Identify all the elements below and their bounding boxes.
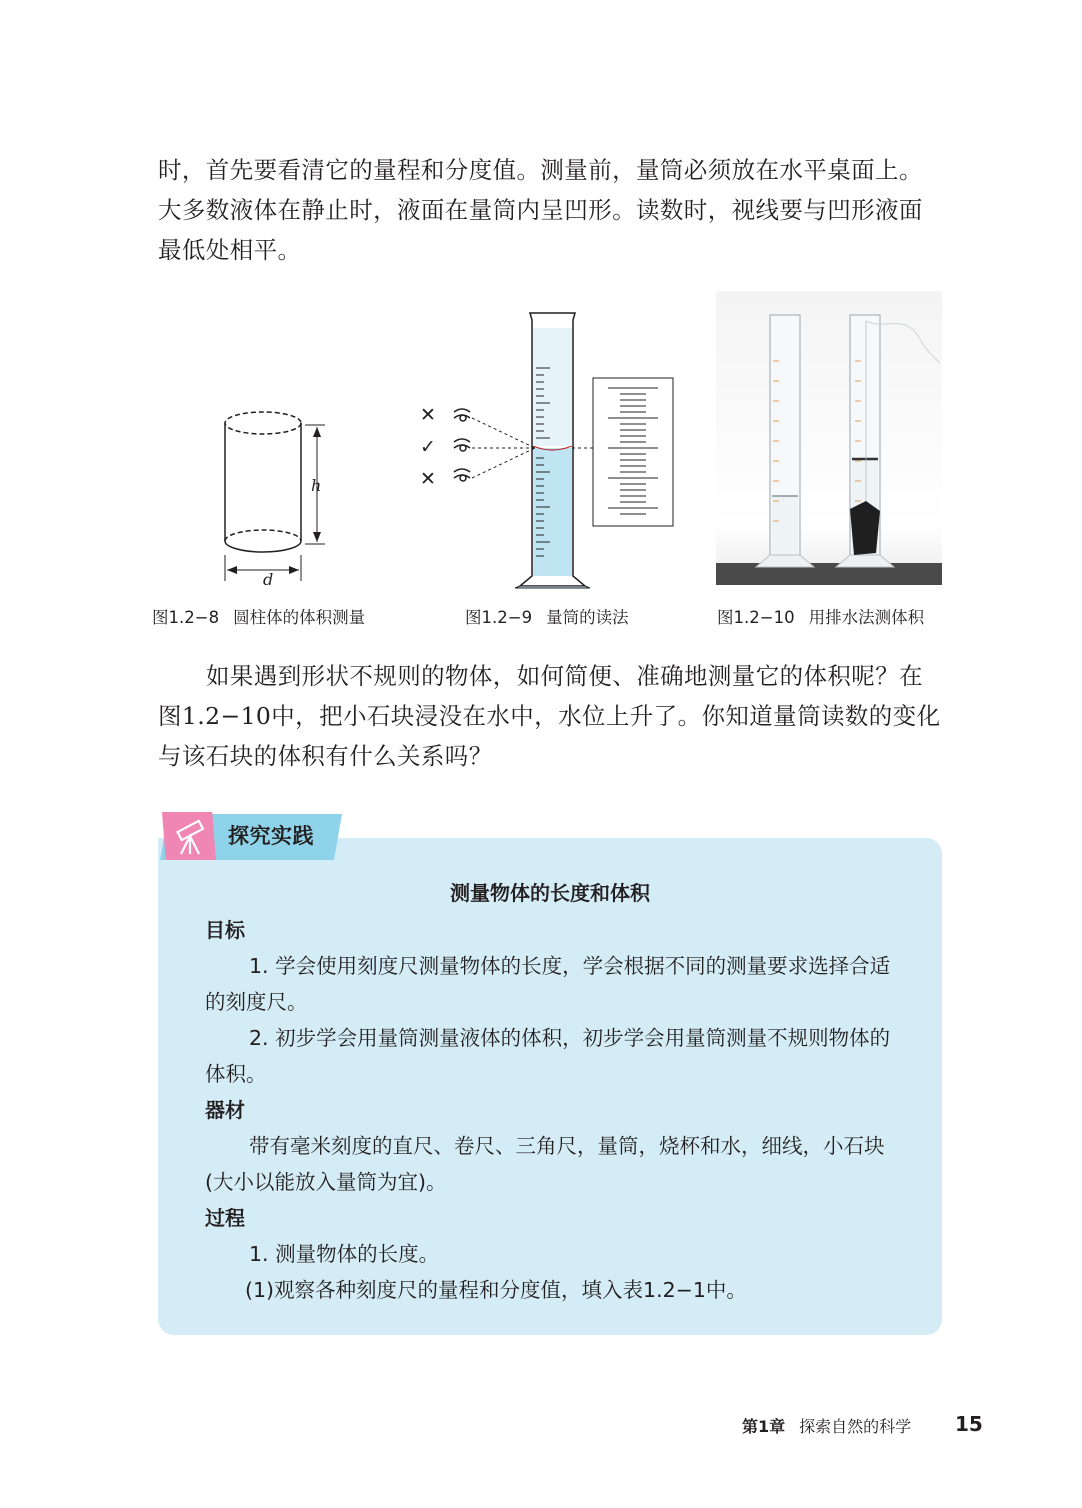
inquiry-title: 测量物体的长度和体积 <box>450 881 650 905</box>
caption-number: 图1.2−8 <box>152 608 220 627</box>
body-paragraph-2: 如果遇到形状不规则的物体，如何简便、准确地测量它的体积呢？在图1.2−10中，把小石块浸没在水中，水位上升了。你知道量筒读数的变化与该石块的体积有什么关系吗？ <box>158 662 941 770</box>
caption-title: 用排水法测体积 <box>808 608 925 627</box>
chapter-title: 探索自然的科学 <box>799 1417 912 1436</box>
telescope-icon <box>168 816 212 860</box>
caption-title: 量筒的读法 <box>546 608 629 627</box>
goal-item-2: 2. 初步学会用量筒测量液体的体积，初步学会用量筒测量不规则物体的体积。 <box>205 1026 891 1086</box>
caption-fig-1-2-10 <box>717 604 924 628</box>
caption-fig-1-2-9 <box>465 604 629 628</box>
figure-label-d: d <box>263 570 274 589</box>
page-number: 15 <box>955 1412 983 1436</box>
figure-label-h: h <box>311 476 322 495</box>
footer-chapter <box>742 1414 911 1437</box>
wrong-mark-bottom: ✕ <box>420 468 436 490</box>
correct-mark: ✓ <box>420 436 436 458</box>
caption-title: 圆柱体的体积测量 <box>233 608 366 627</box>
process-heading: 过程 <box>205 1206 245 1230</box>
chapter-number: 第1章 <box>742 1417 786 1436</box>
caption-number: 图1.2−9 <box>465 608 533 627</box>
figure-cylinder <box>205 405 345 595</box>
figure-displacement-photo <box>716 291 942 585</box>
wrong-mark-top: ✕ <box>420 404 436 426</box>
process-step-1-1: (1)观察各种刻度尺的量程和分度值，填入表1.2−1中。 <box>245 1278 747 1302</box>
caption-number: 图1.2−10 <box>717 608 795 627</box>
goal-item-1: 1. 学会使用刻度尺测量物体的长度，学会根据不同的测量要求选择合适的刻度尺。 <box>205 954 891 1014</box>
inquiry-tab-label: 探究实践 <box>228 824 314 848</box>
caption-fig-1-2-8 <box>152 604 365 628</box>
materials-text: 带有毫米刻度的直尺、卷尺、三角尺，量筒，烧杯和水，细线，小石块(大小以能放入量筒为宜)。 <box>205 1134 885 1194</box>
figure-graduated-cylinder <box>410 308 680 593</box>
materials-heading: 器材 <box>205 1098 245 1122</box>
process-step-1: 1. 测量物体的长度。 <box>249 1242 440 1266</box>
goal-heading: 目标 <box>205 918 245 942</box>
body-paragraph-1: 时，首先要看清它的量程和分度值。测量前，量筒必须放在水平桌面上。大多数液体在静止时，液面在量筒内呈凹形。读数时，视线要与凹形液面最低处相平。 <box>158 156 923 264</box>
